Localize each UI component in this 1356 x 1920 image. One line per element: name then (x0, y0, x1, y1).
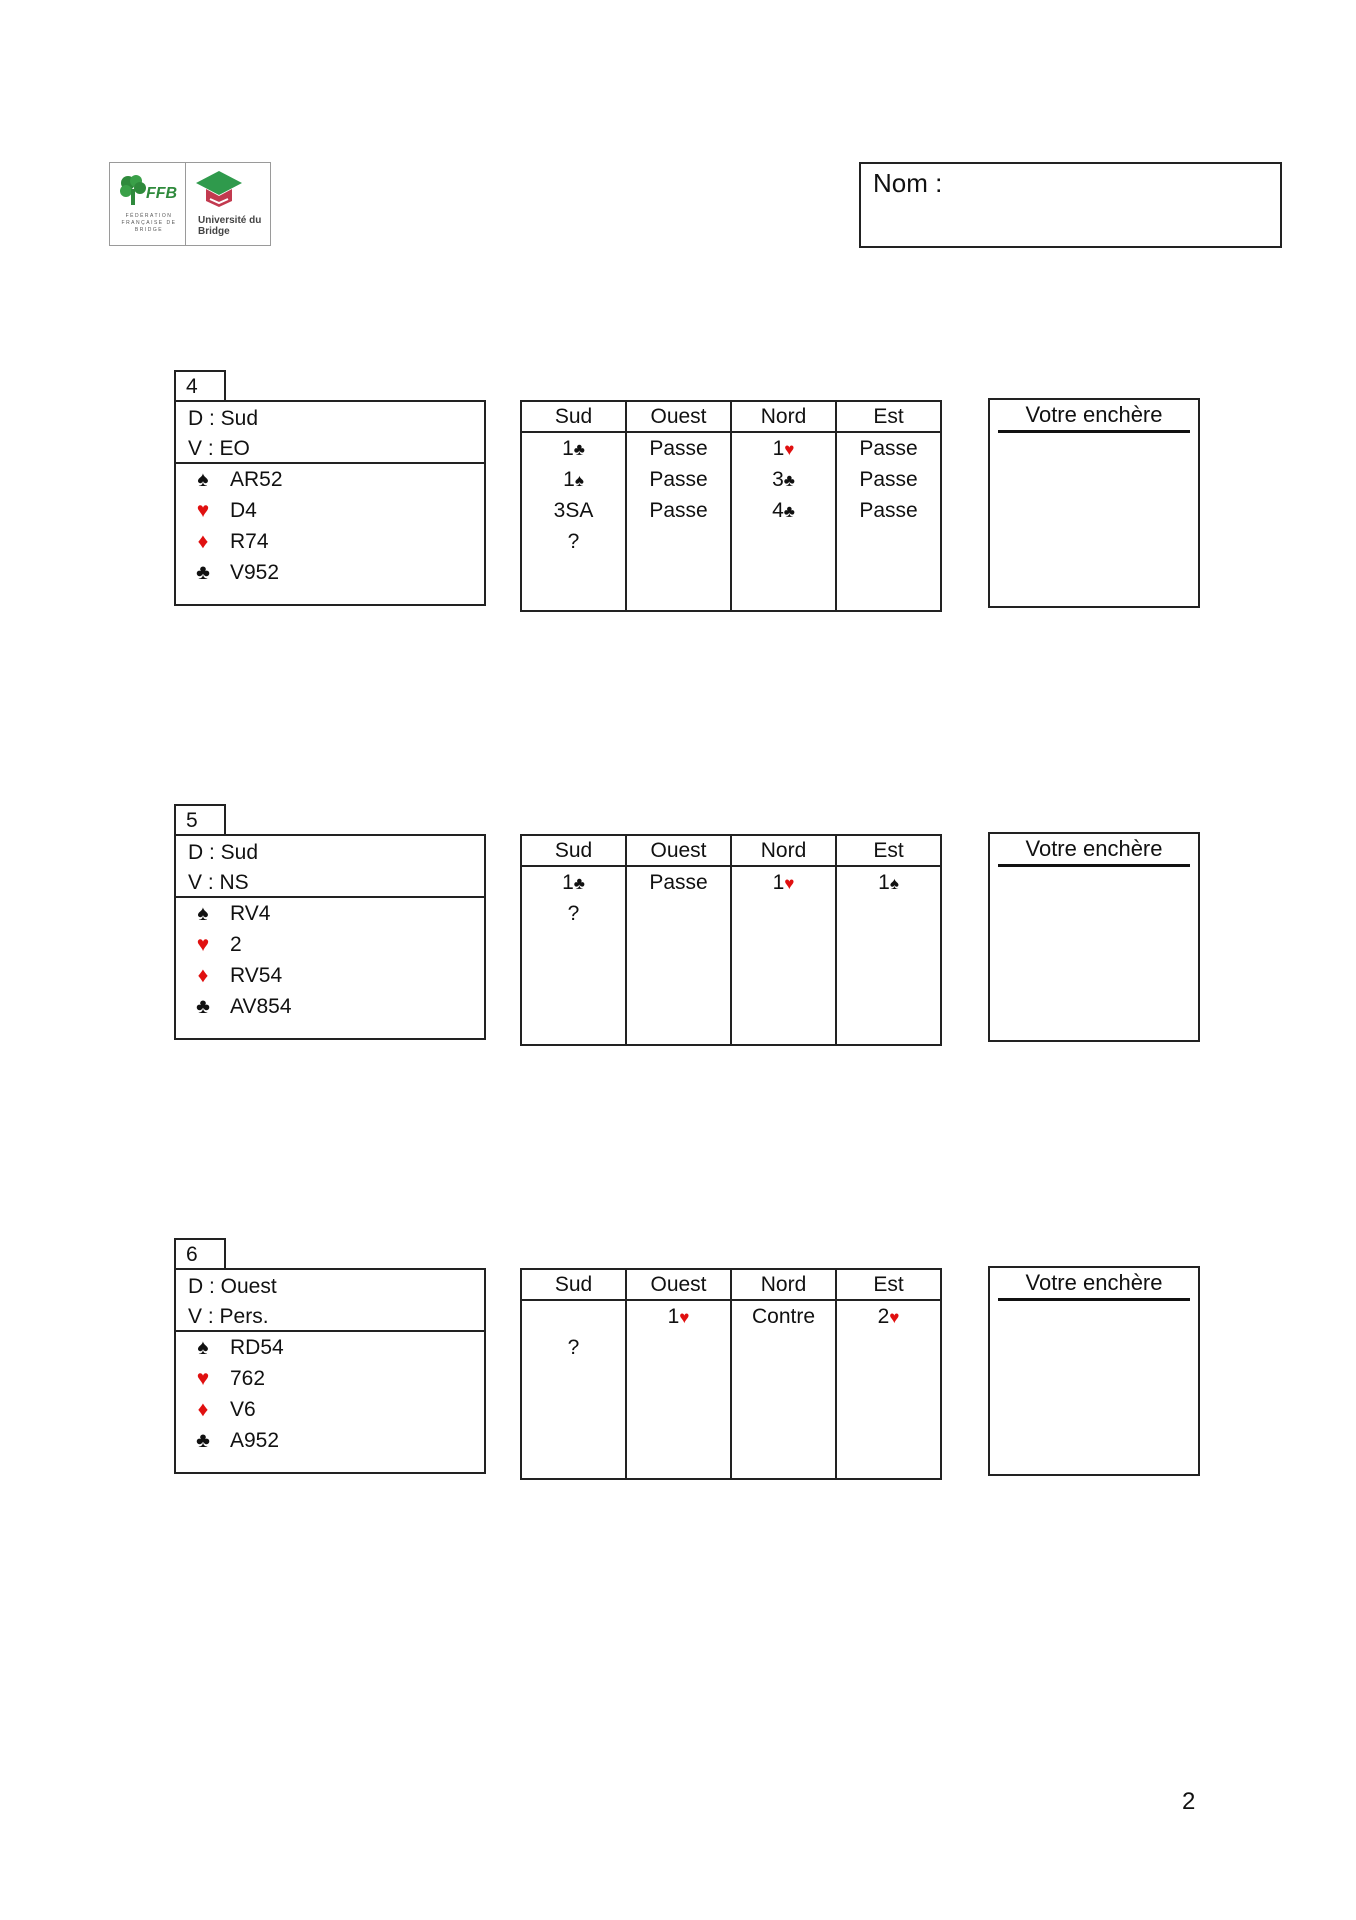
bid-column-nord (732, 1270, 837, 1478)
suit-cards: RV4 (230, 901, 271, 925)
hand-diagram (174, 400, 486, 606)
bid-column-ouest (627, 402, 732, 610)
answer-label: Votre enchère (1025, 836, 1163, 861)
hand-header (176, 1270, 484, 1332)
deal-5 (174, 804, 1200, 1064)
bid-text: 1 (563, 468, 575, 491)
bid-header: Est (837, 836, 940, 867)
deal-number: 6 (174, 1238, 226, 1269)
bidding-table (520, 400, 942, 612)
suit-cards: D4 (230, 498, 257, 522)
bidding-table (520, 834, 942, 1046)
spade-icon: ♠ (197, 1335, 209, 1359)
bid-cell (837, 464, 940, 495)
club-icon: ♣ (196, 994, 210, 1018)
suit-cards: RV54 (230, 963, 283, 987)
dealer-label: D : Sud (188, 407, 259, 430)
answer-divider (998, 864, 1190, 867)
bid-column-est (837, 836, 940, 1044)
bid-cell (732, 433, 835, 464)
bid-cell (522, 495, 625, 526)
suit-row-diamond (176, 960, 484, 991)
suit-cards: AR52 (230, 467, 283, 491)
bid-text: ? (567, 530, 580, 553)
bid-text: Passe (649, 499, 708, 522)
heart-icon: ♥ (196, 932, 210, 956)
dealer-label: D : Sud (188, 841, 259, 864)
hand-header (176, 402, 484, 464)
suit-row-club (176, 991, 484, 1022)
bid-cell (732, 867, 835, 898)
suit-row-spade (176, 464, 484, 495)
club-icon: ♣ (573, 874, 585, 893)
universite-logo (186, 163, 270, 245)
bid-text: 3 (772, 468, 784, 491)
suit-row-heart (176, 929, 484, 960)
bid-column-est (837, 402, 940, 610)
ffb-logo (110, 163, 186, 245)
bid-cell (837, 1301, 940, 1332)
vulnerability-label: V : EO (188, 437, 250, 460)
bid-cell (627, 433, 730, 464)
bid-header: Est (837, 1270, 940, 1301)
bid-text: 1 (772, 871, 785, 894)
bid-column-ouest (627, 836, 732, 1044)
bid-text: 2 (877, 1305, 890, 1328)
universite-text: Université du Bridge (198, 215, 262, 237)
bid-column-ouest (627, 1270, 732, 1478)
ffb-subtitle: FÉDÉRATION FRANÇAISE DE BRIDGE (121, 213, 177, 233)
bid-text: 1 (772, 437, 785, 460)
bid-header: Nord (732, 1270, 835, 1301)
answer-divider (998, 430, 1190, 433)
spade-icon: ♠ (197, 901, 209, 925)
answer-label: Votre enchère (1025, 1270, 1163, 1295)
deal-6 (174, 1238, 1200, 1498)
bid-column-nord (732, 836, 837, 1044)
bid-text: Contre (751, 1305, 816, 1328)
hand-diagram (174, 834, 486, 1040)
bid-text: 1 (667, 1305, 680, 1328)
bid-header: Sud (522, 836, 625, 867)
hand-header (176, 836, 484, 898)
suit-row-spade (176, 898, 484, 929)
answer-box[interactable] (988, 832, 1200, 1042)
deal-number: 5 (174, 804, 226, 835)
suit-cards: 2 (230, 932, 242, 956)
bid-header: Est (837, 402, 940, 433)
bid-cell (522, 1332, 625, 1363)
bid-header: Sud (522, 1270, 625, 1301)
bid-cell (627, 867, 730, 898)
suit-cards: A952 (230, 1428, 280, 1452)
bid-header: Nord (732, 836, 835, 867)
vulnerability-label: V : Pers. (188, 1305, 269, 1328)
bid-text: 1 (562, 871, 574, 894)
graduation-cap-icon (194, 169, 244, 213)
bid-text: Passe (649, 468, 708, 491)
heart-icon: ♥ (784, 440, 795, 459)
suit-cards: V6 (230, 1397, 256, 1421)
logo (109, 162, 271, 246)
bid-cell (732, 464, 835, 495)
spade-icon: ♠ (574, 471, 584, 490)
bid-cell (522, 464, 625, 495)
bid-cell (522, 526, 625, 557)
answer-divider (998, 1298, 1190, 1301)
ffb-text: FFB (146, 185, 178, 202)
bid-header: Sud (522, 402, 625, 433)
bid-header: Ouest (627, 402, 730, 433)
bidding-table (520, 1268, 942, 1480)
name-label: Nom : (873, 168, 943, 198)
vulnerability-label: V : NS (188, 871, 249, 894)
bid-cell (732, 495, 835, 526)
bid-text: 4 (772, 499, 784, 522)
answer-box[interactable] (988, 398, 1200, 608)
bid-header: Ouest (627, 836, 730, 867)
deal-number: 4 (174, 370, 226, 401)
answer-box[interactable] (988, 1266, 1200, 1476)
heart-icon: ♥ (784, 874, 795, 893)
bid-column-sud (522, 1270, 627, 1478)
bid-header: Ouest (627, 1270, 730, 1301)
suit-row-club (176, 557, 484, 588)
bid-text: ? (567, 902, 580, 925)
suit-row-diamond (176, 1394, 484, 1425)
answer-label: Votre enchère (1025, 402, 1163, 427)
diamond-icon: ♦ (197, 963, 209, 987)
bid-cell (627, 1301, 730, 1332)
heart-icon: ♥ (196, 1366, 210, 1390)
bid-header: Nord (732, 402, 835, 433)
bid-cell (522, 867, 625, 898)
hand-diagram (174, 1268, 486, 1474)
bid-text: 1 (562, 437, 574, 460)
suit-cards: AV854 (230, 994, 292, 1018)
name-field[interactable] (859, 162, 1282, 248)
deal-4 (174, 370, 1200, 630)
bid-cell (837, 867, 940, 898)
heart-icon: ♥ (889, 1308, 900, 1327)
bid-text: Passe (859, 437, 918, 460)
bid-column-nord (732, 402, 837, 610)
bid-text: 1 (878, 871, 890, 894)
suit-row-heart (176, 495, 484, 526)
bid-cell (627, 495, 730, 526)
bid-column-est (837, 1270, 940, 1478)
bid-cell (522, 433, 625, 464)
bid-text: 3SA (553, 499, 594, 522)
bid-cell (522, 1301, 625, 1332)
bid-cell (627, 464, 730, 495)
bid-text: Passe (649, 871, 708, 894)
bid-column-sud (522, 836, 627, 1044)
club-icon: ♣ (196, 1428, 210, 1452)
bid-text: ? (567, 1336, 580, 1359)
club-icon: ♣ (783, 471, 795, 490)
suit-cards: 762 (230, 1366, 266, 1390)
dealer-label: D : Ouest (188, 1275, 277, 1298)
suit-row-heart (176, 1363, 484, 1394)
suit-cards: RD54 (230, 1335, 284, 1359)
suit-row-diamond (176, 526, 484, 557)
diamond-icon: ♦ (197, 1397, 209, 1421)
bid-cell (732, 1301, 835, 1332)
diamond-icon: ♦ (197, 529, 209, 553)
suit-cards: V952 (230, 560, 280, 584)
suit-row-spade (176, 1332, 484, 1363)
bid-cell (522, 898, 625, 929)
bid-column-sud (522, 402, 627, 610)
suit-row-club (176, 1425, 484, 1456)
club-icon: ♣ (573, 440, 585, 459)
club-icon: ♣ (783, 502, 795, 521)
heart-icon: ♥ (196, 498, 210, 522)
suit-cards: R74 (230, 529, 269, 553)
bid-text: Passe (859, 468, 918, 491)
spade-icon: ♠ (197, 467, 209, 491)
heart-icon: ♥ (679, 1308, 690, 1327)
club-icon: ♣ (196, 560, 210, 584)
bid-cell (837, 495, 940, 526)
page-number: 2 (1182, 1788, 1196, 1815)
bid-cell (837, 433, 940, 464)
bid-text: Passe (859, 499, 918, 522)
bid-text: Passe (649, 437, 708, 460)
spade-icon: ♠ (889, 874, 899, 893)
